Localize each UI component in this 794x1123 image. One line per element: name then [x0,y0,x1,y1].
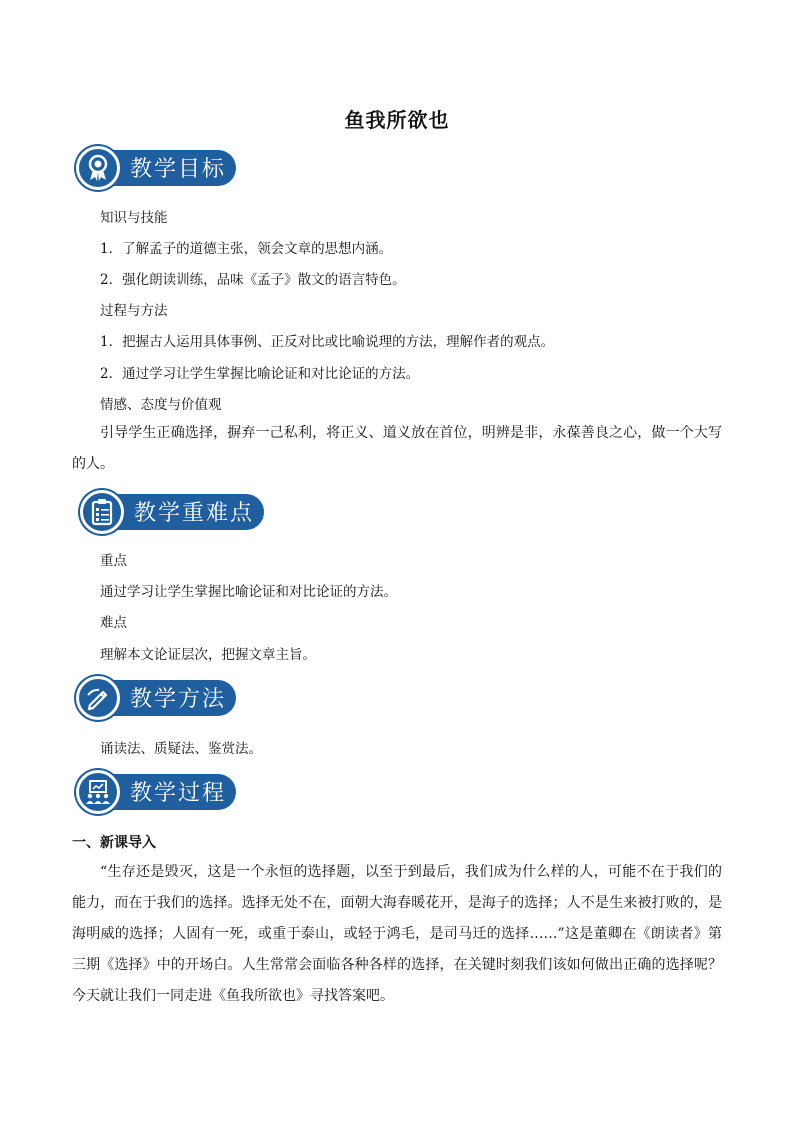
section-banner-methods [76,676,236,720]
section-heading: 教学过程 [130,781,227,806]
intro-paragraph: “生存还是毁灭，这是一个永恒的选择题，以至于到最后，我们成为什么样的人，可能不在于我们的能力，而在于我们的选择。选择无处不在，面朝大海春暖花开，是海子的选择；人不是生来被打败的，是海明威的选择；人固有一死，或重于泰山，或轻于鸿毛，是司马迁的选择……”这是董卿在《朗读者》第三期《选择》中的开场白。人生常常会面临各种各样的选择，在关键时刻我们该如何做出正确的选择呢？今天就让我们一同走进《鱼我所欲也》寻找答案吧。 [72,864,722,1004]
section-banner-key-points [80,490,266,534]
section-banner-objectives [76,146,236,190]
process-label: 过程与方法 [100,303,168,319]
section-heading: 教学目标 [130,157,227,182]
section-heading: 教学方法 [130,687,227,712]
knowledge-label: 知识与技能 [100,210,168,226]
award-ribbon-icon [76,146,120,190]
objective-p1: 1．把握古人运用具体事例、正反对比或比喻说理的方法，理解作者的观点。 [100,334,555,350]
emotion-text: 引导学生正确选择，摒弃一己私利，将正义、道义放在首位，明辨是非，永葆善良之心，做一个大写的人。 [72,425,722,472]
document-title: 鱼我所欲也 [344,108,450,132]
section-banner-process [76,770,236,814]
process-subheading: 一、新课导入 [72,835,156,851]
presentation-group-icon [76,770,120,814]
difficult-text: 理解本文论证层次，把握文章主旨。 [100,647,316,663]
pencil-icon [76,676,120,720]
objective-p2: 2．通过学习让学生掌握比喻论证和对比论证的方法。 [100,366,420,382]
clipboard-checklist-icon [80,490,124,534]
objective-k2: 2．强化朗读训练，品味《孟子》散文的语言特色。 [100,272,406,288]
methods-text: 诵读法、质疑法、鉴赏法。 [100,741,262,757]
key-text: 通过学习让学生掌握比喻论证和对比论证的方法。 [100,584,397,600]
difficult-label: 难点 [100,615,127,631]
section-heading: 教学重难点 [134,501,255,526]
key-label: 重点 [100,553,127,569]
emotion-label: 情感、态度与价值观 [100,397,222,413]
objective-k1: 1．了解孟子的道德主张，领会文章的思想内涵。 [100,241,393,257]
